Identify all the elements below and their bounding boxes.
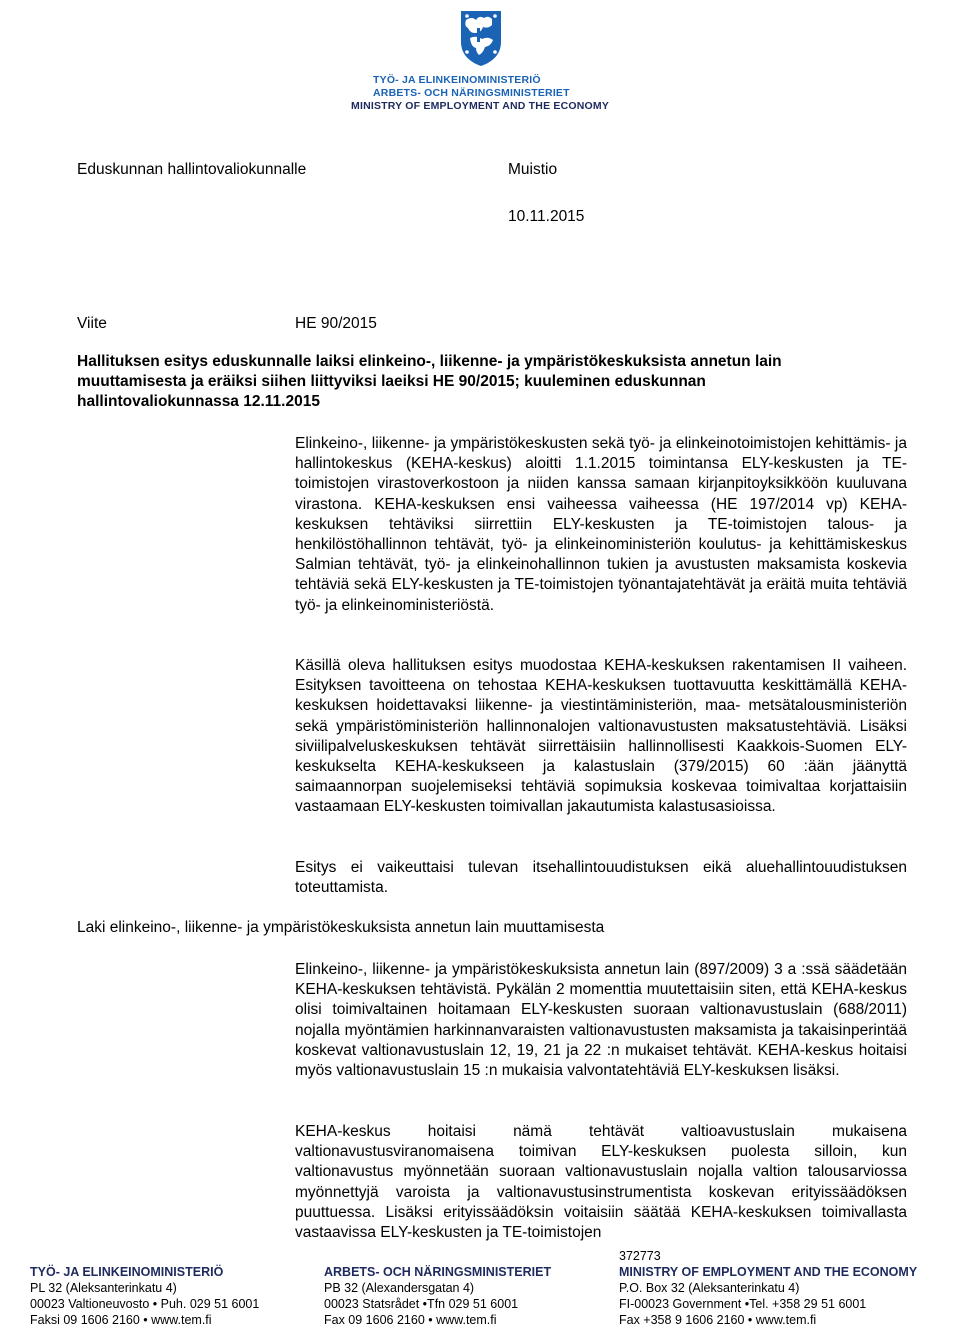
paragraph-proposal-summary: Käsillä oleva hallituksen esitys muodostaa KEHA-keskuksen rakentamisen II vaiheen. Esityksen tavoitteena on tehostaa KEHA-keskuksen tuottavuutta keskittämällä KEHA-keskuksen hoidettavaksi liikenne- ja viestintäministeriön, maa- metsätalousministeriön sekä ympäristöministeriön hallinnonalojen valtionavustusten maksatustehtäviä. Lisäksi siviilipalveluskeskuksen tehtävät siirrettäisiin hallinnollisesti Kaakkois-Suomen ELY-keskukselta KEHA-keskukseen ja kalastuslain (379/2015) 60 :ään jäänyttä saimaannorpan suojelemiseksi tehtäviä sopimuksia koskevaa toimivaltaa korjattaisiin vastaamaan ELY-keskusten toimivallan jakautumista kalastusasioissa. — [295, 657, 907, 816]
reference-label: Viite — [77, 315, 107, 332]
subject-line-3: hallintovaliokunnassa 12.11.2015 — [77, 393, 320, 410]
document-number: 372773 — [619, 1249, 661, 1263]
footer-en-address: P.O. Box 32 (Aleksanterinkatu 4) — [619, 1281, 800, 1295]
recipient: Eduskunnan hallintovaliokunnalle — [77, 161, 307, 178]
reference-value: HE 90/2015 — [295, 315, 377, 332]
footer-fi-city-phone: 00023 Valtioneuvosto • Puh. 029 51 6001 — [30, 1297, 260, 1311]
subject-line-1: Hallituksen esitys eduskunnalle laiksi elinkeino-, liikenne- ja ympäristökeskuksista annetun lain — [77, 353, 782, 370]
section-heading: Laki elinkeino-, liikenne- ja ympäristökeskuksista annetun lain muuttamisesta — [77, 919, 605, 936]
paragraph-keha-background: Elinkeino-, liikenne- ja ympäristökeskusten sekä työ- ja elinkeinotoimistojen kehittämis- ja hallintokeskus (KEHA-keskus) aloitti 1.1.2015 toimintansa ELY-keskusten ja TE-toimistojen virastoverkostoon ja niiden kanssa samaan kirjanpitoyksikköön kuuluvana virastona. KEHA-keskuksen ensi vaiheessa vaiheessa (HE 197/2014 vp) KEHA-keskuksen tehtäviksi siirrettiin ELY-keskusten ja TE-toimistojen talous- ja henkilöstöhallinnon tehtävät, työ- ja elinkeinoministeriön koulutus- ja kehittämiskeskus Salmian tehtävät, työ- ja elinkeinohallinnon tukien ja avustusten maksamista koskevia tehtäviä sekä ELY-keskusten ja TE-toimistojen työnantajatehtävät ja eräitä muita tehtäviä työ- ja elinkeinoministeriöstä. — [295, 435, 907, 614]
footer-sv-address: PB 32 (Alexandersgatan 4) — [324, 1281, 475, 1295]
footer-en-city-phone: FI-00023 Government •Tel. +358 29 51 6001 — [619, 1297, 867, 1311]
lion-crest-icon — [458, 8, 504, 68]
logo-ministry-en: MINISTRY OF EMPLOYMENT AND THE ECONOMY — [351, 100, 610, 112]
footer-fi-fax-web: Faksi 09 1606 2160 • www.tem.fi — [30, 1313, 212, 1327]
document-date: 10.11.2015 — [508, 208, 585, 225]
footer-sv-name: ARBETS- OCH NÄRINGSMINISTERIET — [324, 1265, 552, 1279]
logo-ministry-sv: ARBETS- OCH NÄRINGSMINISTERIET — [373, 87, 570, 99]
footer-fi-address: PL 32 (Aleksanterinkatu 4) — [30, 1281, 177, 1295]
paragraph-keha-duties: KEHA-keskus hoitaisi nämä tehtävät valtioavustuslain mukaisena valtionavustusviranomaisena toimivan ELY-keskuksen puolesta silloin, kun valtionavustus myönnetään suoraan valtionavustuslain nojalla valtion talousarviossa myönnettyjä varoista ja valtionavustusinstrumentista koskevan erityissäädöksen puuttuessa. Lisäksi erityissäädöksin voitaisiin säätää KEHA-keskuksen toimivallasta vastaavissa ELY-keskusten ja TE-toimistojen — [295, 1123, 907, 1242]
footer-sv-city-phone: 00023 Statsrådet •Tfn 029 51 6001 — [324, 1297, 519, 1311]
footer-en — [619, 1264, 917, 1328]
footer-sv — [324, 1264, 551, 1328]
document-type: Muistio — [508, 161, 558, 178]
footer-sv-fax-web: Fax 09 1606 2160 • www.tem.fi — [324, 1313, 497, 1327]
subject-line-2: muuttamisesta ja eräiksi siihen liittyviksi laeiksi HE 90/2015; kuuleminen eduskunnan — [77, 373, 706, 390]
paragraph-reform-impact: Esitys ei vaikeuttaisi tulevan itsehallintouudistuksen eikä aluehallintouudistuksen toteuttamista. — [295, 859, 907, 897]
footer-en-name: MINISTRY OF EMPLOYMENT AND THE ECONOMY — [619, 1265, 918, 1279]
logo-ministry-fi: TYÖ- JA ELINKEINOMINISTERIÖ — [373, 74, 541, 86]
footer-fi — [30, 1264, 259, 1328]
footer-fi-name: TYÖ- JA ELINKEINOMINISTERIÖ — [30, 1265, 224, 1279]
footer-en-fax-web: Fax +358 9 1606 2160 • www.tem.fi — [619, 1313, 817, 1327]
paragraph-section-3a: Elinkeino-, liikenne- ja ympäristökeskuksista annetun lain (897/2009) 3 a :ssä säädetään KEHA-keskuksen tehtävistä. Pykälän 2 momenttia muutettaisiin siten, että KEHA-keskus olisi toimivaltainen hoitamaan ELY-keskusten suoraan valtionavustuslain (688/2011) nojalla myöntämien harkinnanvaraisten valtionavustusten maksamista ja takaisinperintää koskevat valtionavustuslain 12, 19, 21 ja 22 :n mukaiset tehtävät. KEHA-keskus hoitaisi myös valtionavustuslain 15 :n mukaisia valvontatehtäviä ELY-keskuksen lisäksi. — [295, 961, 907, 1080]
